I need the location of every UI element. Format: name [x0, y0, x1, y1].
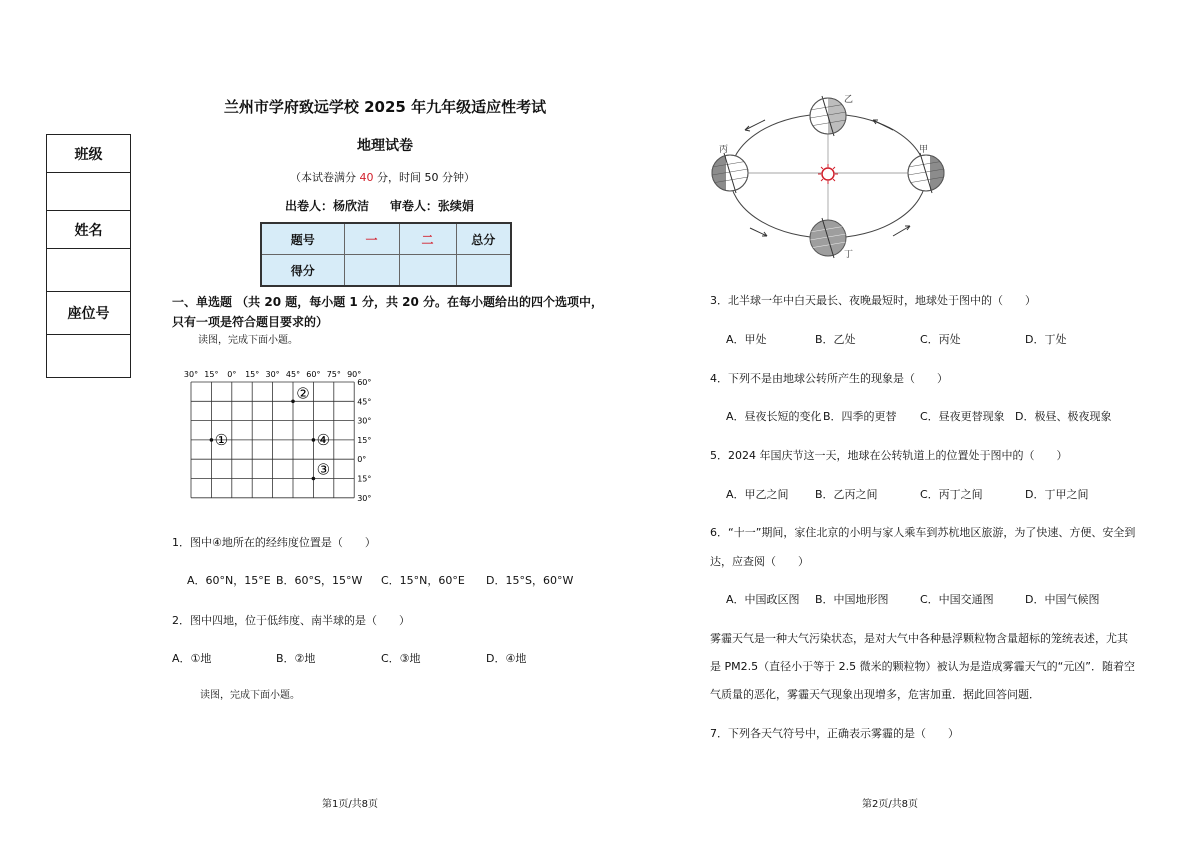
- score-header-number: 题号: [261, 223, 344, 255]
- question-6-line1: 6．“十一”期间，家住北京的小明与家人乘车到苏杭地区旅游，为了快速、方便、安全到: [710, 526, 1136, 539]
- class-label: 班级: [47, 135, 130, 173]
- q2-option-d[interactable]: D．④地: [486, 652, 527, 665]
- q4-option-c[interactable]: C．昼夜更替现象: [920, 410, 1005, 423]
- q6-option-c[interactable]: C．中国交通图: [920, 593, 994, 606]
- grid-top-label: 15°: [204, 370, 219, 379]
- grid-point-label: ④: [316, 430, 331, 449]
- q6-option-d[interactable]: D．中国气候图: [1025, 593, 1100, 606]
- question-3: 3．北半球一年中白天最长、夜晚最短时，地球处于图中的（ ）: [710, 294, 1036, 307]
- orbit-label-right: 甲: [919, 145, 929, 155]
- grid-top-label: 75°: [326, 370, 341, 379]
- sun-icon: [818, 164, 838, 184]
- right-page: [600, 0, 1200, 849]
- q6-option-a[interactable]: A．中国政区图: [726, 593, 800, 606]
- grid-top-label: 30°: [183, 370, 199, 379]
- score-cell-1[interactable]: [344, 255, 399, 287]
- score-row-label: 得分: [261, 255, 344, 287]
- q5-option-c[interactable]: C．丙丁之间: [920, 488, 983, 501]
- earth-right-icon: [908, 153, 948, 193]
- q3-option-a[interactable]: A．甲处: [726, 333, 767, 346]
- exam-subtitle: 地理试卷: [357, 138, 413, 154]
- meta-score: 40: [359, 171, 374, 184]
- grid-right-label: 15°: [357, 435, 372, 445]
- read-instruction-1: 读图，完成下面小题。: [198, 335, 298, 346]
- exam-title: 兰州市学府致远学校 2025 年九年级适应性考试: [223, 98, 547, 116]
- q6-option-b[interactable]: B．中国地形图: [815, 593, 889, 606]
- grid-top-label: 90°: [347, 370, 362, 379]
- q3-option-c[interactable]: C．丙处: [920, 333, 961, 346]
- grid-points: [210, 384, 331, 480]
- left-page-footer: 第1页/共8页: [321, 799, 379, 810]
- class-field[interactable]: [47, 173, 130, 211]
- grid-point-dot: [210, 438, 214, 442]
- earth-top-icon: [810, 96, 846, 136]
- q3-option-b[interactable]: B．乙处: [815, 333, 856, 346]
- grid-right-label: 60°: [357, 378, 372, 387]
- seat-label: 座位号: [47, 292, 130, 335]
- passage-line3: 气质量的恶化，雾霾天气现象出现增多，危害加重．据此回答问题．: [710, 688, 1040, 701]
- grid-right-label: 30°: [357, 416, 372, 426]
- question-7: 7．下列各天气符号中，正确表示雾霾的是（ ）: [710, 727, 959, 740]
- lat-long-grid: [180, 365, 380, 512]
- meta-suffix: 分，时间 50 分钟）: [377, 171, 475, 184]
- passage-line1: 雾霾天气是一种大气污染状态，是对大气中各种悬浮颗粒物含量超标的笼统表述，尤其: [710, 632, 1128, 645]
- section-heading-line1: 一、单选题 （共 20 题，每小题 1 分，共 20 分。在每小题给出的四个选项中，: [172, 295, 603, 309]
- orbit-label-bottom: 丁: [844, 250, 854, 260]
- grid-top-label: 30°: [265, 370, 280, 379]
- score-header-section-1: 一: [344, 223, 399, 255]
- q3-option-d[interactable]: D．丁处: [1025, 333, 1067, 346]
- question-4: 4．下列不是由地球公转所产生的现象是（ ）: [710, 372, 948, 385]
- grid-top-label: 60°: [306, 370, 321, 379]
- earth-bottom-icon: [810, 218, 846, 258]
- q1-option-c[interactable]: C．15°N，60°E: [381, 574, 465, 587]
- grid-right-label: 30°: [357, 493, 372, 503]
- score-header-total: 总分: [456, 223, 511, 255]
- score-header-section-2: 二: [399, 223, 456, 255]
- grid-top-label: 45°: [285, 370, 301, 379]
- right-page-footer: 第2页/共8页: [861, 799, 919, 810]
- q5-option-d[interactable]: D．丁甲之间: [1025, 488, 1089, 501]
- earth-left-icon: [712, 153, 748, 193]
- meta-prefix: （本试卷满分: [290, 171, 356, 184]
- grid-top-label: 0°: [227, 370, 237, 379]
- q4-option-a[interactable]: A．昼夜长短的变化: [726, 410, 822, 423]
- question-6-line2: 达，应查阅（ ）: [710, 555, 809, 568]
- earth-orbit-diagram: [705, 88, 953, 260]
- q1-option-a[interactable]: A．60°N，15°E: [187, 574, 271, 587]
- grid-point-dot: [312, 438, 316, 442]
- q5-option-a[interactable]: A．甲乙之间: [726, 488, 789, 501]
- grid-point-label: ②: [296, 384, 310, 403]
- grid-right-label: 45°: [357, 397, 372, 407]
- q2-option-b[interactable]: B．②地: [276, 652, 316, 665]
- q1-option-d[interactable]: D．15°S，60°W: [486, 574, 574, 587]
- grid-point-dot: [312, 477, 316, 481]
- grid-top-label: 15°: [245, 370, 260, 379]
- q4-option-b[interactable]: B．四季的更替: [823, 410, 897, 423]
- q1-option-b[interactable]: B．60°S，15°W: [276, 574, 363, 587]
- orbit-label-top: 乙: [844, 95, 854, 105]
- read-instruction-2: 读图，完成下面小题。: [200, 690, 300, 701]
- seat-field[interactable]: [47, 335, 130, 377]
- name-field[interactable]: [47, 249, 130, 292]
- grid-right-labels: [357, 378, 371, 503]
- grid-right-label: 15°: [357, 474, 372, 484]
- question-5: 5．2024 年国庆节这一天，地球在公转轨道上的位置处于图中的（ ）: [710, 449, 1068, 462]
- student-info-box: [46, 134, 131, 378]
- q5-option-b[interactable]: B．乙丙之间: [815, 488, 878, 501]
- grid-right-label: 0°: [357, 455, 367, 465]
- q2-option-c[interactable]: C．③地: [381, 652, 421, 665]
- q4-option-d[interactable]: D．极昼、极夜现象: [1015, 410, 1112, 423]
- grid-top-labels: [184, 370, 361, 379]
- exam-authors: 出卷人：杨欣洁 审卷人：张续娟: [285, 199, 474, 213]
- passage-line2: 是 PM2.5（直径小于等于 2.5 微米的颗粒物）被认为是造成雾霾天气的“元凶”．随着空: [710, 660, 1135, 673]
- score-cell-total[interactable]: [456, 255, 511, 287]
- section-heading-line2: 只有一项是符合题目要求的）: [172, 315, 329, 329]
- exam-meta: [290, 169, 475, 185]
- score-cell-2[interactable]: [399, 255, 456, 287]
- question-2: 2．图中四地，位于低纬度、南半球的是（ ）: [172, 614, 410, 627]
- q2-option-a[interactable]: A．①地: [172, 652, 212, 665]
- grid-point-label: ③: [316, 460, 331, 479]
- name-label: 姓名: [47, 211, 130, 249]
- score-table: [260, 222, 512, 287]
- grid-point-dot: [291, 400, 295, 404]
- grid-point-label: ①: [214, 430, 229, 449]
- question-1: 1．图中④地所在的经纬度位置是（ ）: [172, 536, 376, 549]
- orbit-label-left: 丙: [719, 145, 729, 155]
